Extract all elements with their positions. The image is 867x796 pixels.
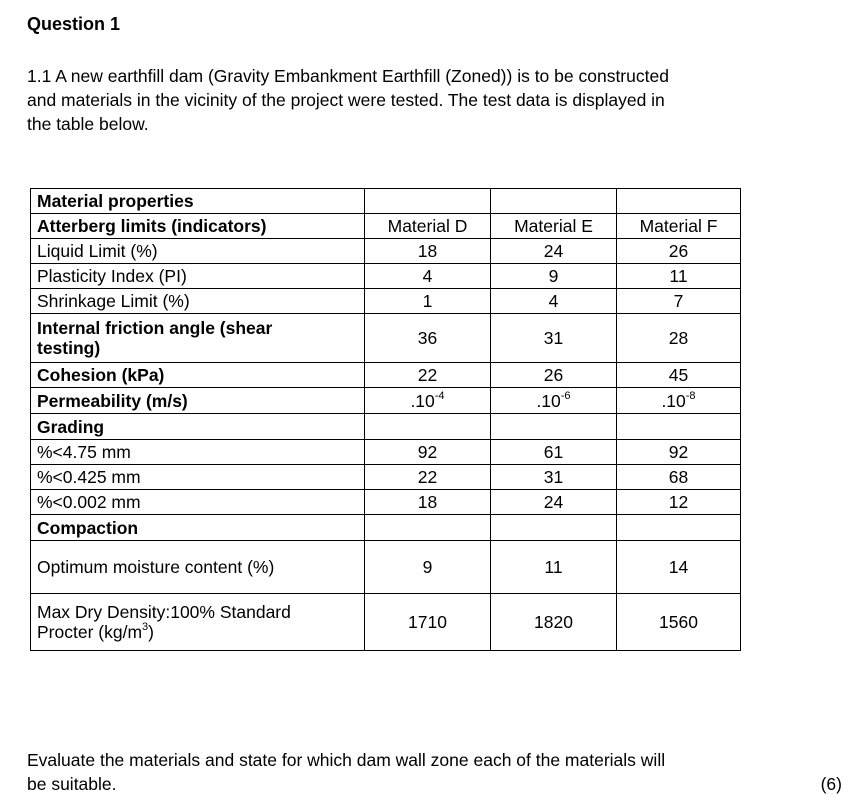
empty-cell [365,515,491,541]
table-row [31,594,741,651]
table-row [31,388,741,414]
table-cell: 1820 [491,594,617,651]
table-cell: 36 [365,314,491,363]
marks-allocation: (6) [820,774,842,794]
table-cell: 92 [617,440,741,465]
table-cell: 9 [365,541,491,594]
section-label: Compaction [31,515,365,541]
table-row [31,239,741,264]
table-cell [491,388,617,414]
permeability-exponent: -6 [560,389,571,402]
table-cell [617,388,741,414]
empty-cell [617,515,741,541]
table-cell: 68 [617,465,741,490]
permeability-prefix: .10 [536,390,561,411]
permeability-exponent: -8 [685,389,696,402]
row-label [31,314,365,363]
table-cell: 12 [617,490,741,515]
table-row [31,541,741,594]
table-cell: 24 [491,490,617,515]
instruction-line: Evaluate the materials and state for which dam wall zone each of the materials will [27,750,666,770]
table-cell: 26 [617,239,741,264]
table-cell: 31 [491,465,617,490]
table-cell: 1710 [365,594,491,651]
section-label: Grading [31,414,365,440]
material-properties-table [30,188,741,651]
table-cell: 28 [617,314,741,363]
permeability-prefix: .10 [410,390,435,411]
table-header-row [31,214,741,239]
unit-superscript: 3 [142,621,149,634]
column-header-material-e: Material E [491,214,617,239]
table-row [31,440,741,465]
permeability-exponent: -4 [434,389,445,402]
table-cell: 22 [365,465,491,490]
table-row [31,314,741,363]
column-header-material-d: Material D [365,214,491,239]
table-cell: 1 [365,289,491,314]
table-cell: 61 [491,440,617,465]
table-row [31,515,741,541]
table-cell: 9 [491,264,617,289]
row-label: Optimum moisture content (%) [31,541,365,594]
row-label: Liquid Limit (%) [31,239,365,264]
row-label-line: Max Dry Density:100% Standard [37,602,291,622]
row-label-line: testing) [37,338,101,358]
table-cell: 11 [491,541,617,594]
table-row [31,264,741,289]
question-intro [27,64,847,136]
table-row [31,414,741,440]
table-cell: 92 [365,440,491,465]
table-cell: 14 [617,541,741,594]
empty-cell [491,414,617,440]
empty-cell [365,189,491,214]
table-cell: 24 [491,239,617,264]
table-cell: 22 [365,363,491,388]
header-label: Atterberg limits (indicators) [31,214,365,239]
row-label-line: Procter (kg/m [37,622,143,642]
empty-cell [491,515,617,541]
table-row [31,363,741,388]
intro-line: and materials in the vicinity of the project were tested. The test data is displayed in [27,90,665,110]
table-cell: 31 [491,314,617,363]
table-cell: 4 [365,264,491,289]
table-row [31,189,741,214]
row-label: Shrinkage Limit (%) [31,289,365,314]
table-cell: 4 [491,289,617,314]
row-label: %<0.425 mm [31,465,365,490]
table-row [31,465,741,490]
table-title: Material properties [31,189,365,214]
table-cell [365,388,491,414]
row-label: Cohesion (kPa) [31,363,365,388]
row-label: Plasticity Index (PI) [31,264,365,289]
row-label-line: Internal friction angle (shear [37,318,273,338]
question-instruction [27,748,847,796]
table-cell: 11 [617,264,741,289]
table-cell: 1560 [617,594,741,651]
instruction-line: be suitable. [27,774,117,794]
table-cell: 7 [617,289,741,314]
row-label: %<0.002 mm [31,490,365,515]
row-label: Permeability (m/s) [31,388,365,414]
row-label [31,594,365,651]
intro-line: the table below. [27,114,149,134]
table-row [31,490,741,515]
table-cell: 18 [365,239,491,264]
table-cell: 18 [365,490,491,515]
row-label: %<4.75 mm [31,440,365,465]
permeability-prefix: .10 [661,390,686,411]
table-cell: 45 [617,363,741,388]
table-row [31,289,741,314]
intro-line: 1.1 A new earthfill dam (Gravity Embankment Earthfill (Zoned)) is to be constructed [27,66,669,86]
empty-cell [617,189,741,214]
question-heading: Question 1 [27,14,121,34]
empty-cell [365,414,491,440]
empty-cell [491,189,617,214]
column-header-material-f: Material F [617,214,741,239]
row-label-line: ) [148,622,154,642]
table-cell: 26 [491,363,617,388]
empty-cell [617,414,741,440]
